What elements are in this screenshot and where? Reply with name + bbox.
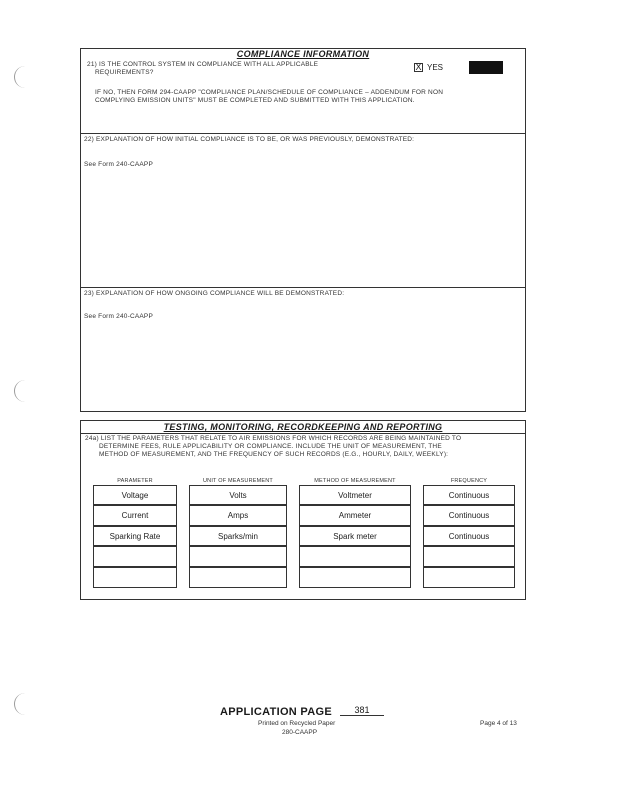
q22-question: 22) EXPLANATION OF HOW INITIAL COMPLIANCE IS TO BE, OR WAS PREVIOUSLY, DEMONSTRATED:: [84, 136, 415, 143]
table-cell[interactable]: Amps: [189, 505, 287, 526]
table-cell[interactable]: Sparks/min: [189, 526, 287, 546]
divider: [81, 287, 525, 288]
table-cell[interactable]: [299, 567, 411, 588]
table-cell[interactable]: Volts: [189, 485, 287, 505]
col-header-frequency: FREQUENCY: [450, 478, 488, 484]
col-header-method: METHOD OF MEASUREMENT: [314, 478, 396, 484]
page-of-indicator: Page 4 of 13: [480, 720, 517, 727]
q24-line1: 24a) LIST THE PARAMETERS THAT RELATE TO AIR EMISSIONS FOR WHICH RECORDS ARE BEING MAINTAINED TO: [85, 435, 462, 442]
binder-hole-mark: [14, 380, 25, 402]
q23-question: 23) EXPLANATION OF HOW ONGOING COMPLIANCE WILL BE DEMONSTRATED:: [84, 290, 345, 297]
table-cell[interactable]: [423, 567, 515, 588]
q24-line3: METHOD OF MEASUREMENT, AND THE FREQUENCY OF SUCH RECORDS (E.G., HOURLY, DAILY, WEEKLY):: [99, 451, 449, 458]
q21-line2: REQUIREMENTS?: [95, 69, 154, 76]
q22-answer: See Form 240-CAAPP: [84, 161, 153, 168]
q23-answer: See Form 240-CAAPP: [84, 313, 153, 320]
q21-note-line1: IF NO, THEN FORM 294-CAAPP "COMPLIANCE PLAN/SCHEDULE OF COMPLIANCE – ADDENDUM FOR NON: [95, 89, 444, 96]
application-page-number: 381: [340, 705, 384, 716]
divider: [81, 433, 525, 434]
binder-hole-mark: [14, 693, 25, 715]
form-id: 280-CAAPP: [282, 729, 318, 736]
q24-line2: DETERMINE FEES, RULE APPLICABILITY OR COMPLIANCE. INCLUDE THE UNIT OF MEASUREMENT, THE: [99, 443, 442, 450]
divider: [81, 133, 525, 134]
testing-section: [80, 420, 526, 600]
printed-on-recycled: Printed on Recycled Paper: [258, 720, 336, 727]
q21-line1: 21) IS THE CONTROL SYSTEM IN COMPLIANCE WITH ALL APPLICABLE: [87, 61, 319, 68]
table-cell[interactable]: [299, 546, 411, 567]
table-cell[interactable]: [93, 546, 177, 567]
table-cell[interactable]: Current: [93, 505, 177, 526]
application-page-label: APPLICATION PAGE: [220, 706, 332, 718]
binder-hole-mark: [14, 66, 25, 88]
table-cell[interactable]: Ammeter: [299, 505, 411, 526]
testing-title: TESTING, MONITORING, RECORDKEEPING AND REPORTING: [163, 422, 443, 432]
table-cell[interactable]: Sparking Rate: [93, 526, 177, 546]
table-cell[interactable]: [423, 546, 515, 567]
table-cell[interactable]: Continuous: [423, 485, 515, 505]
table-cell[interactable]: [189, 567, 287, 588]
table-cell[interactable]: Continuous: [423, 526, 515, 546]
col-header-parameter: PARAMETER: [117, 478, 153, 484]
q21-note-line2: COMPLYING EMISSION UNITS" MUST BE COMPLETED AND SUBMITTED WITH THIS APPLICATION.: [95, 97, 415, 104]
col-header-unit: UNIT OF MEASUREMENT: [202, 478, 273, 484]
checkbox-x-mark: X: [415, 62, 422, 72]
redacted-block: [469, 61, 503, 74]
compliance-title: COMPLIANCE INFORMATION: [236, 49, 370, 59]
yes-label: YES: [427, 63, 444, 72]
compliance-section: [80, 48, 526, 412]
yes-checkbox[interactable]: [414, 63, 423, 72]
table-cell[interactable]: Voltmeter: [299, 485, 411, 505]
table-cell[interactable]: Voltage: [93, 485, 177, 505]
table-cell[interactable]: Continuous: [423, 505, 515, 526]
table-cell[interactable]: [93, 567, 177, 588]
table-cell[interactable]: Spark meter: [299, 526, 411, 546]
table-cell[interactable]: [189, 546, 287, 567]
